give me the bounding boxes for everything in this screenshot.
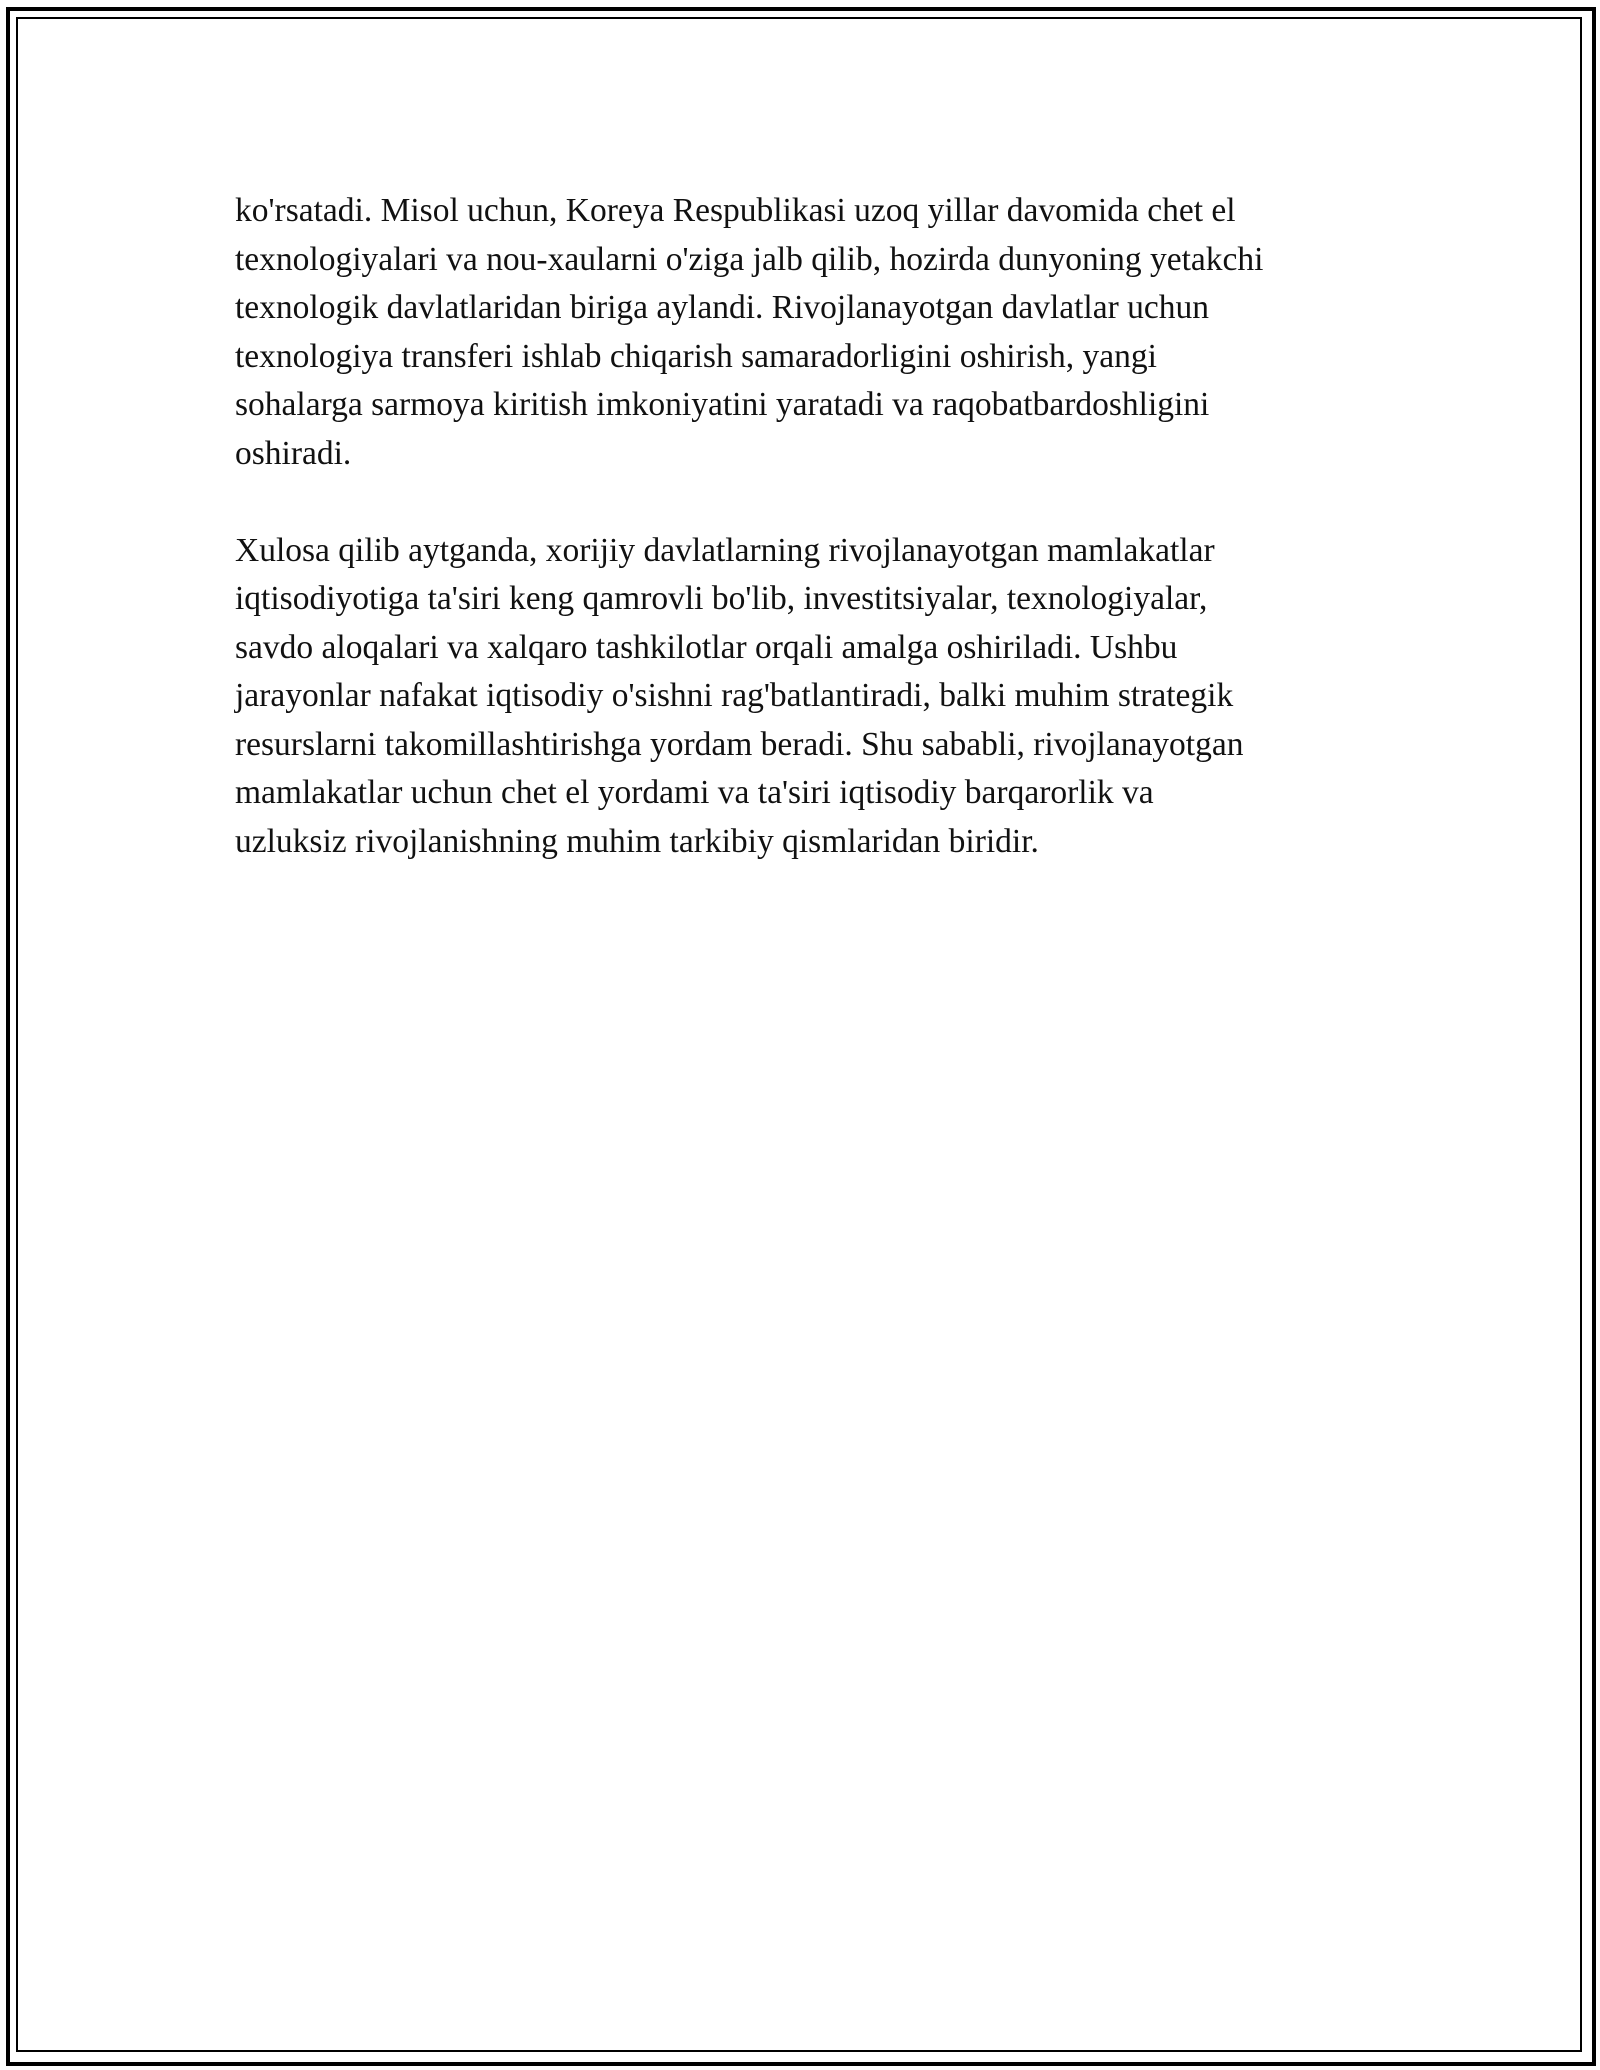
- text-line: texnologik davlatlaridan biriga aylandi. Rivojlanayotgan davlatlar uchun: [235, 289, 1210, 326]
- paragraph-1: [235, 187, 1385, 478]
- text-line: jarayonlar nafakat iqtisodiy o'sishni rag'batlantiradi, balki muhim strategik: [235, 677, 1234, 714]
- text-line: sohalarga sarmoya kiritish imkoniyatini yaratadi va raqobatbardoshligini: [235, 386, 1210, 423]
- paragraph-2: [235, 527, 1385, 867]
- text-line: texnologiyalari va nou-xaularni o'ziga jalb qilib, hozirda dunyoning yetakchi: [235, 240, 1264, 278]
- text-line: resurslarni takomillashtirishga yordam beradi. Shu sababli, rivojlanayotgan: [235, 725, 1244, 763]
- text-line: iqtisodiyotiga ta'siri keng qamrovli bo'lib, investitsiyalar, texnologiyalar,: [235, 580, 1208, 617]
- text-line: ko'rsatadi. Misol uchun, Koreya Respublikasi uzoq yillar davomida chet el: [235, 192, 1236, 229]
- document-body: [235, 187, 1385, 866]
- text-line: Xulosa qilib aytganda, xorijiy davlatlarning rivojlanayotgan mamlakatlar: [235, 531, 1215, 569]
- text-line: oshiradi.: [235, 434, 352, 472]
- text-line: mamlakatlar uchun chet el yordami va ta'siri iqtisodiy barqarorlik va: [235, 774, 1154, 811]
- text-line: savdo aloqalari va xalqaro tashkilotlar orqali amalga oshiriladi. Ushbu: [235, 628, 1178, 666]
- text-line: uzluksiz rivojlanishning muhim tarkibiy qismlaridan biridir.: [235, 822, 1039, 860]
- text-line: texnologiya transferi ishlab chiqarish samaradorligini oshirish, yangi: [235, 337, 1157, 375]
